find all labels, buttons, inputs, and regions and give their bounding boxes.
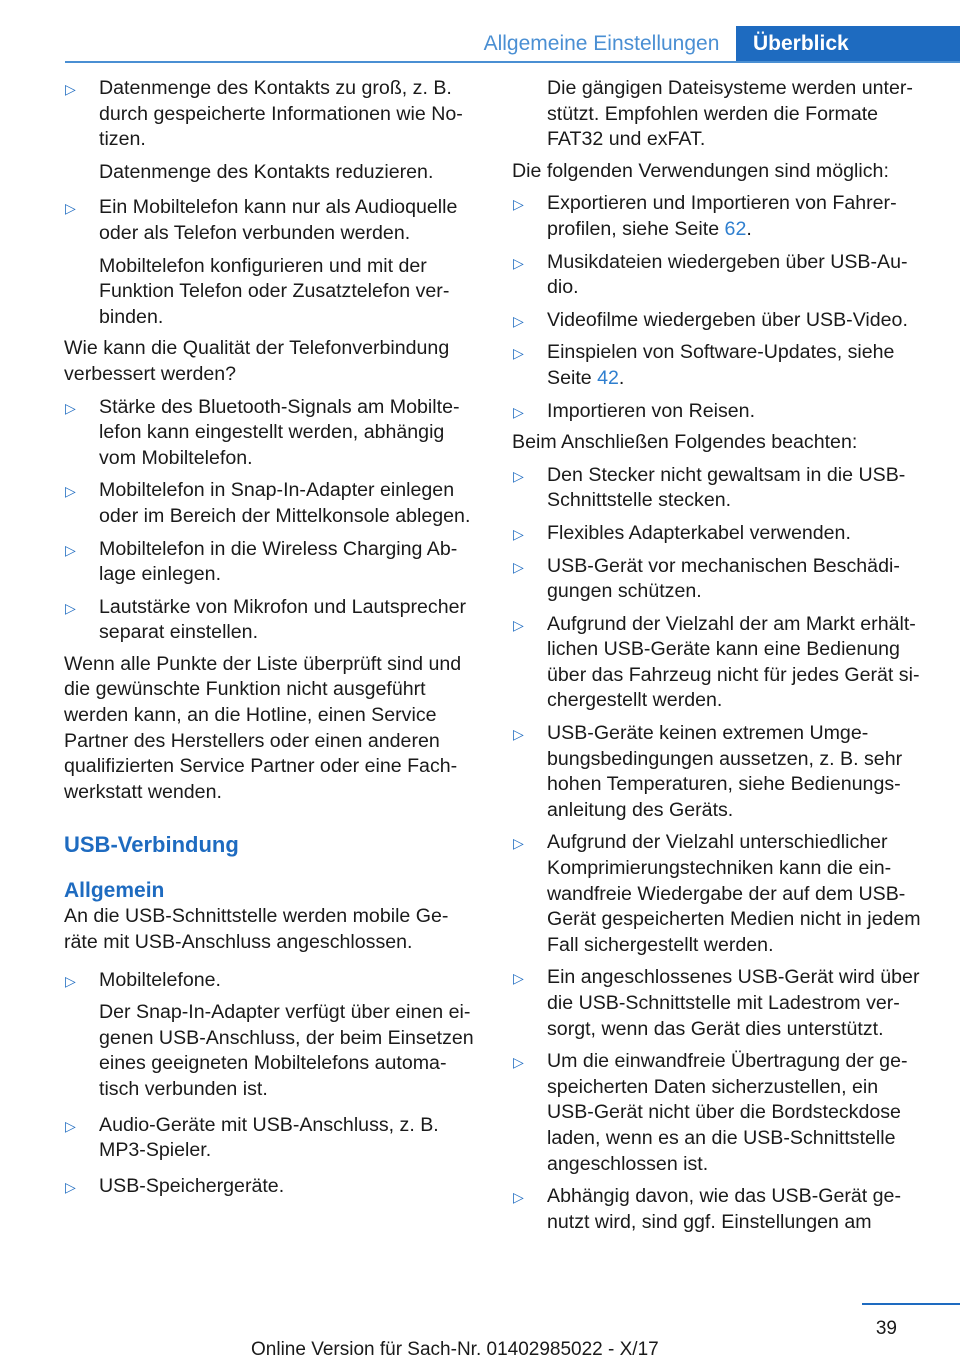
- paragraph: [64, 652, 482, 806]
- text-line: USB-Geräte keinen extremen Umge‐: [547, 722, 869, 745]
- text-line: chergestellt werden.: [547, 689, 723, 712]
- triangle-bullet-icon: ▷: [513, 616, 524, 633]
- triangle-bullet-icon: ▷: [513, 558, 524, 575]
- text-line: Mobiltelefon konfigurieren und mit der: [99, 254, 427, 277]
- triangle-bullet-icon: ▷: [65, 81, 76, 97]
- text-line: USB-Gerät vor mechanischen Beschädi‐: [547, 554, 900, 577]
- text-line: Ein angeschlossenes USB-Gerät wird über: [547, 966, 920, 989]
- triangle-bullet-icon: ▷: [65, 1117, 76, 1134]
- page-number: 39: [875, 1318, 897, 1339]
- triangle-bullet-icon: ▷: [65, 483, 76, 500]
- text-line: [547, 366, 932, 392]
- text-line: Abhängig davon, wie das USB-Gerät ge‐: [547, 1185, 901, 1208]
- text-line: Partner des Herstellers oder einen anderen: [64, 729, 440, 752]
- text-line: anleitung des Geräts.: [547, 798, 734, 821]
- right-column: [512, 76, 932, 1235]
- text-line: dio.: [547, 276, 579, 299]
- list-item: [512, 308, 932, 334]
- text-line: tisch verbunden ist.: [99, 1078, 268, 1100]
- text-line: USB-Speichergeräte.: [99, 1174, 285, 1197]
- text-line: die USB-Schnittstelle mit Ladestrom ver‐: [547, 992, 900, 1014]
- text-line: genen USB-Anschluss, der beim Einsetzen: [99, 1026, 474, 1049]
- text-line: werkstatt wenden.: [64, 780, 222, 803]
- text-line: werden kann, an die Hotline, einen Service: [64, 704, 437, 727]
- text-line: [547, 217, 932, 243]
- triangle-bullet-icon: ▷: [513, 403, 524, 420]
- text-line: lage einlegen.: [99, 563, 222, 586]
- list-item: [512, 191, 932, 242]
- header-rule: [65, 61, 960, 63]
- list-item: [64, 195, 482, 246]
- page-link-62[interactable]: 62: [724, 217, 747, 240]
- triangle-bullet-icon: ▷: [513, 525, 524, 542]
- text-line: Den Stecker nicht gewaltsam in die USB-: [547, 463, 906, 486]
- text-line: Audio-Geräte mit USB-Anschluss, z. B.: [99, 1113, 439, 1136]
- text-line: eines geeigneten Mobiltelefons automa‐: [99, 1052, 447, 1075]
- text-line: oder im Bereich der Mittelkonsole ablegen.: [99, 504, 471, 527]
- text-line: Datenmenge des Kontakts reduzieren.: [99, 160, 434, 183]
- text-line: Funktion Telefon oder Zusatztelefon ver‐: [99, 280, 450, 303]
- triangle-bullet-icon: ▷: [65, 541, 76, 558]
- triangle-bullet-icon: ▷: [65, 200, 76, 217]
- text-line: tizen.: [99, 128, 146, 151]
- text-line: Beim Anschließen Folgendes beachten:: [512, 431, 858, 454]
- list-item: [64, 537, 482, 588]
- text-line: stützt. Empfohlen werden die Formate: [547, 102, 879, 125]
- text-line: Flexibles Adapterkabel verwenden.: [547, 521, 851, 544]
- list-item: [512, 612, 932, 714]
- text-line: sorgt, wenn das Gerät dies unterstützt.: [547, 1017, 884, 1040]
- list-item: [64, 595, 482, 646]
- text-line: Fall sichergestellt werden.: [547, 933, 774, 956]
- text-line: Ein Mobiltelefon kann nur als Audioquelle: [99, 196, 458, 219]
- triangle-bullet-icon: ▷: [513, 1189, 524, 1206]
- triangle-bullet-icon: ▷: [513, 345, 524, 362]
- text-line: binden.: [99, 305, 164, 328]
- online-version-note: Online Version für Sach-Nr. 01402985022 - X/17: [251, 1339, 659, 1360]
- text-line: verbessert werden?: [64, 362, 237, 385]
- text-line: Lautstärke von Mikrofon und Lautsprecher: [99, 595, 467, 618]
- triangle-bullet-icon: ▷: [513, 970, 524, 987]
- list-item: [512, 340, 932, 391]
- text-line: bungsbedingungen aussetzen, z. B. sehr: [547, 747, 903, 770]
- triangle-bullet-icon: ▷: [513, 1054, 524, 1071]
- text-line: Um die einwandfreie Übertragung der ge‐: [547, 1050, 908, 1073]
- paragraph: [512, 430, 932, 456]
- text-line: laden, wenn es an die USB-Schnittstelle: [547, 1126, 896, 1149]
- triangle-bullet-icon: ▷: [513, 312, 524, 329]
- text-line: oder als Telefon verbunden werden.: [99, 221, 411, 244]
- text-line: räte mit USB-Anschluss angeschlossen.: [64, 931, 413, 954]
- text-line: die gewünschte Funktion nicht ausgeführt: [64, 678, 426, 701]
- list-item: [512, 1049, 932, 1177]
- text-line: Musikdateien wiedergeben über USB-Au‐: [547, 250, 908, 273]
- text-line: Die gängigen Dateisysteme werden unter‐: [547, 77, 913, 99]
- text-line: Aufgrund der Vielzahl der am Markt erhält‐: [547, 612, 916, 635]
- list-item: [512, 521, 932, 547]
- triangle-bullet-icon: ▷: [65, 399, 76, 416]
- list-item: [512, 250, 932, 301]
- text-line: Mobiltelefon in Snap-In-Adapter einlegen: [99, 479, 455, 502]
- text-line: angeschlossen ist.: [547, 1152, 709, 1175]
- text-line: Gerät gespeicherten Medien nicht in jedem: [547, 908, 921, 931]
- text-line: Exportieren und Importieren von Fahrer‐: [547, 192, 897, 215]
- triangle-bullet-icon: ▷: [513, 726, 524, 743]
- triangle-bullet-icon: ▷: [65, 1178, 76, 1195]
- list-item: [512, 721, 932, 823]
- list-item: [512, 463, 932, 514]
- header-chapter-tab: Überblick: [736, 26, 960, 62]
- text-line: speicherten Daten sicherzustellen, ein: [547, 1075, 879, 1098]
- text-line: über das Fahrzeug nicht für jedes Gerät si‐: [547, 663, 920, 686]
- triangle-bullet-icon: ▷: [65, 972, 76, 989]
- text-line: nutzt wird, sind ggf. Einstellungen am: [547, 1210, 872, 1233]
- text-line: Schnittstelle stecken.: [547, 489, 732, 512]
- list-item: [64, 1174, 482, 1200]
- paragraph: [64, 904, 482, 955]
- list-item-continuation: [64, 160, 482, 186]
- text-line: gungen schützen.: [547, 580, 702, 603]
- text-line: Der Snap-In-Adapter verfügt über einen ei‐: [99, 1001, 471, 1024]
- triangle-bullet-icon: ▷: [513, 196, 524, 213]
- header-section-title: Allgemeine Einstellungen: [483, 32, 720, 55]
- text-line: Aufgrund der Vielzahl unterschiedlicher: [547, 831, 888, 854]
- list-item: [512, 830, 932, 958]
- text-run: profilen, siehe Seite: [547, 217, 725, 240]
- list-item: [512, 399, 932, 425]
- text-line: Mobiltelefon in die Wireless Charging Ab‐: [99, 537, 458, 560]
- text-line: hohen Temperaturen, siehe Bedienungs‐: [547, 773, 901, 796]
- text-line: separat einstellen.: [99, 621, 259, 644]
- text-line: vom Mobiltelefon.: [99, 446, 253, 469]
- text-line: Die folgenden Verwendungen sind möglich:: [512, 159, 889, 182]
- list-item: [64, 968, 482, 994]
- text-line: Datenmenge des Kontakts zu groß, z. B.: [99, 77, 452, 99]
- text-line: Videofilme wiedergeben über USB-Video.: [547, 308, 908, 331]
- text-line: lichen USB-Geräte kann eine Bedienung: [547, 638, 900, 661]
- triangle-bullet-icon: ▷: [513, 467, 524, 484]
- list-item-continuation: [512, 76, 932, 153]
- left-column: [64, 76, 482, 1199]
- footer-rule: [862, 1303, 960, 1305]
- triangle-bullet-icon: ▷: [65, 599, 76, 616]
- list-item: [512, 554, 932, 605]
- text-line: MP3-Spieler.: [99, 1139, 212, 1162]
- list-item-continuation: [64, 1000, 482, 1102]
- list-item: [64, 1113, 482, 1164]
- text-line: An die USB-Schnittstelle werden mobile Ge‐: [64, 905, 449, 928]
- list-item: [64, 395, 482, 472]
- section-heading-usb: USB-Verbindung: [64, 832, 239, 858]
- text-line: Importieren von Reisen.: [547, 399, 756, 422]
- text-line: Einspielen von Software-Updates, siehe: [547, 341, 895, 364]
- triangle-bullet-icon: ▷: [513, 254, 524, 271]
- text-line: Komprimierungstechniken kann die ein‐: [547, 857, 892, 880]
- paragraph-question: [64, 336, 482, 387]
- text-line: USB-Gerät nicht über die Bordsteckdose: [547, 1101, 901, 1124]
- text-run: Seite: [547, 366, 598, 389]
- text-line: durch gespeicherte Informationen wie No‐: [99, 102, 463, 125]
- text-run: .: [618, 366, 625, 389]
- text-line: lefon kann eingestellt werden, abhängig: [99, 421, 445, 444]
- list-item: [64, 478, 482, 529]
- page-link-42[interactable]: 42: [597, 366, 619, 389]
- text-line: Mobiltelefone.: [99, 968, 221, 991]
- triangle-bullet-icon: ▷: [513, 835, 524, 852]
- paragraph: [512, 159, 932, 185]
- text-line: Stärke des Bluetooth-Signals am Mobilte‐: [99, 395, 460, 418]
- text-line: FAT32 und exFAT.: [547, 128, 706, 151]
- text-run: .: [746, 217, 752, 240]
- subsection-heading-allgemein: Allgemein: [64, 879, 165, 903]
- text-line: wandfreie Wiedergabe der auf dem USB-: [547, 882, 906, 905]
- list-item: [512, 965, 932, 1042]
- list-item: [64, 76, 482, 153]
- text-line: Wie kann die Qualität der Telefonverbindung: [64, 337, 450, 360]
- text-line: Wenn alle Punkte der Liste überprüft sind und: [64, 652, 462, 675]
- list-item-continuation: [64, 254, 482, 331]
- text-line: qualifizierten Service Partner oder eine Fach‐: [64, 755, 458, 778]
- list-item: [512, 1184, 932, 1235]
